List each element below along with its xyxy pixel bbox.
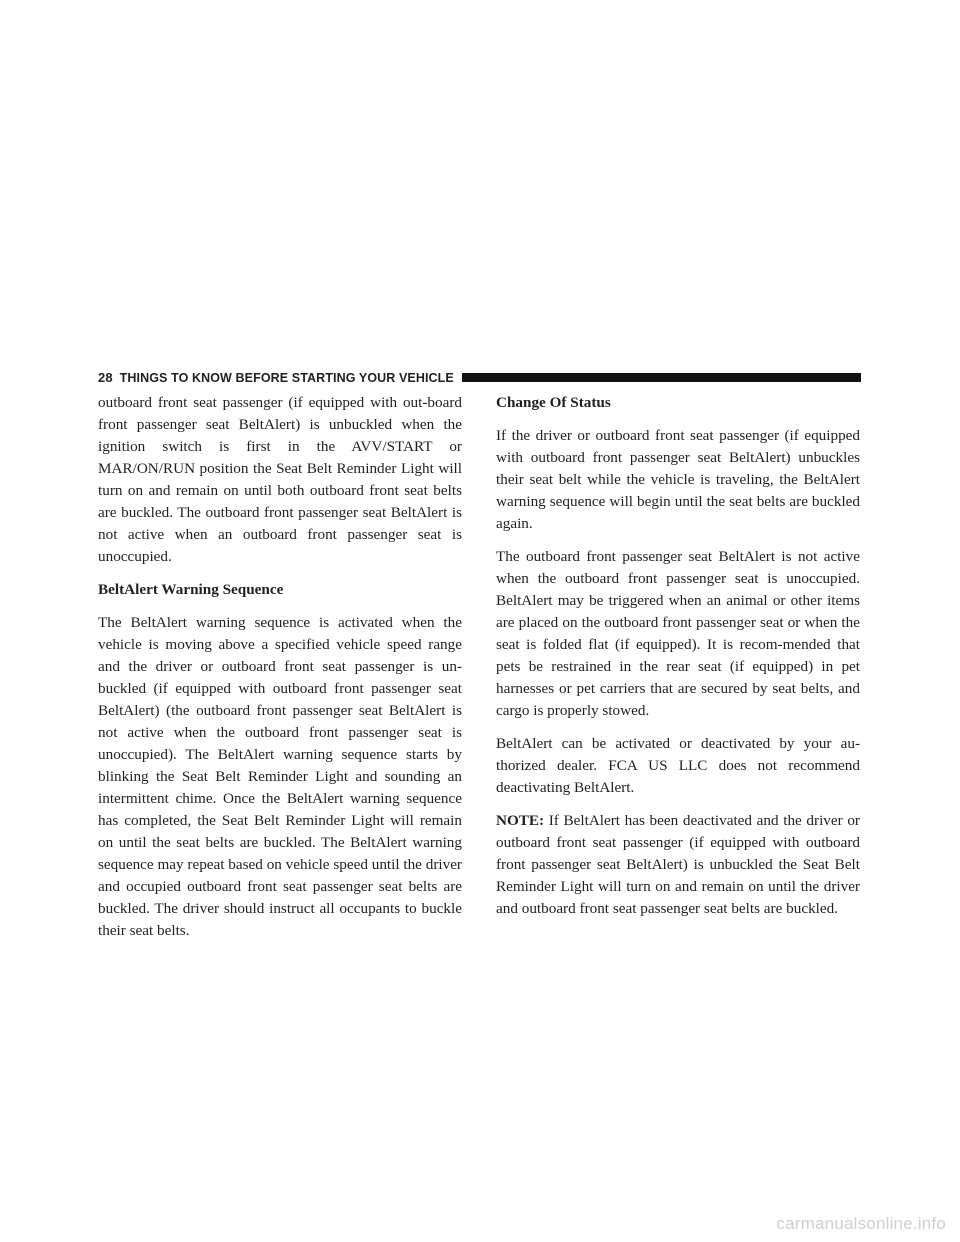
right-column [496,392,860,931]
section-title: THINGS TO KNOW BEFORE STARTING YOUR VEHICLE [119,370,454,385]
right-paragraph-1: If the driver or outboard front seat passenger (if equipped with outboard front passenger seat BeltAlert) unbuckles their seat belt while the vehicle is traveling, the BeltAlert warning sequence will begin until the seat belts are buckled again. [496,427,860,532]
header-rule [462,373,861,382]
right-paragraph-3: BeltAlert can be activated or deactivated by your au-thorized dealer. FCA US LLC does not recommend deactivating BeltAlert. [496,735,860,796]
heading-beltalert-warning-sequence: BeltAlert Warning Sequence [98,581,284,598]
right-paragraph-2: The outboard front passenger seat BeltAlert is not active when the outboard front passenger seat is unoccupied. BeltAlert may be triggered when an animal or other items are placed on the outboard front passenger seat or when the seat is folded flat (if equipped). It is recom-mended that pets be restrained in the rear seat (if equipped) in pet harnesses or pet carriers that are secured by seat belts, and cargo is properly stowed. [496,548,860,719]
left-paragraph-2: The BeltAlert warning sequence is activated when the vehicle is moving above a specified vehicle speed range and the driver or outboard front seat passenger is un-buckled (if equipped with outboard front passenger seat BeltAlert) (the outboard front passenger seat BeltAlert is not active when the outboard front passenger seat is unoccupied). The BeltAlert warning sequence starts by blinking the Seat Belt Reminder Light and sounding an intermittent chime. Once the BeltAlert warning sequence has completed, the Seat Belt Reminder Light will remain on until the seat belts are buckled. The BeltAlert warning sequence may repeat based on vehicle speed until the driver and occupied outboard front seat passenger seat belts are buckled. The driver should instruct all occupants to buckle their seat belts. [98,614,462,939]
page-header [98,368,861,387]
page-number: 28 [98,370,113,385]
note-paragraph [496,810,860,920]
heading-change-of-status: Change Of Status [496,394,611,411]
note-label: NOTE: [496,812,545,829]
watermark: carmanualsonline.info [776,1214,946,1233]
note-text: If BeltAlert has been deactivated and the driver or outboard front seat passenger (if equipped with outboard front passenger seat BeltAlert) is unbuckled the Seat Belt Reminder Light will turn on and remain on until the driver and outboard front seat passenger seat belts are buckled. [496,812,860,917]
left-paragraph-1: outboard front seat passenger (if equipped with out-board front passenger seat BeltAlert) is unbuckled when the ignition switch is first in the AVV/START or MAR/ON/RUN position the Seat Belt Reminder Light will turn on and remain on until both outboard front seat belts are buckled. The outboard front passenger seat BeltAlert is not active when an outboard front passenger seat is unoccupied. [98,394,462,565]
left-column [98,392,462,953]
